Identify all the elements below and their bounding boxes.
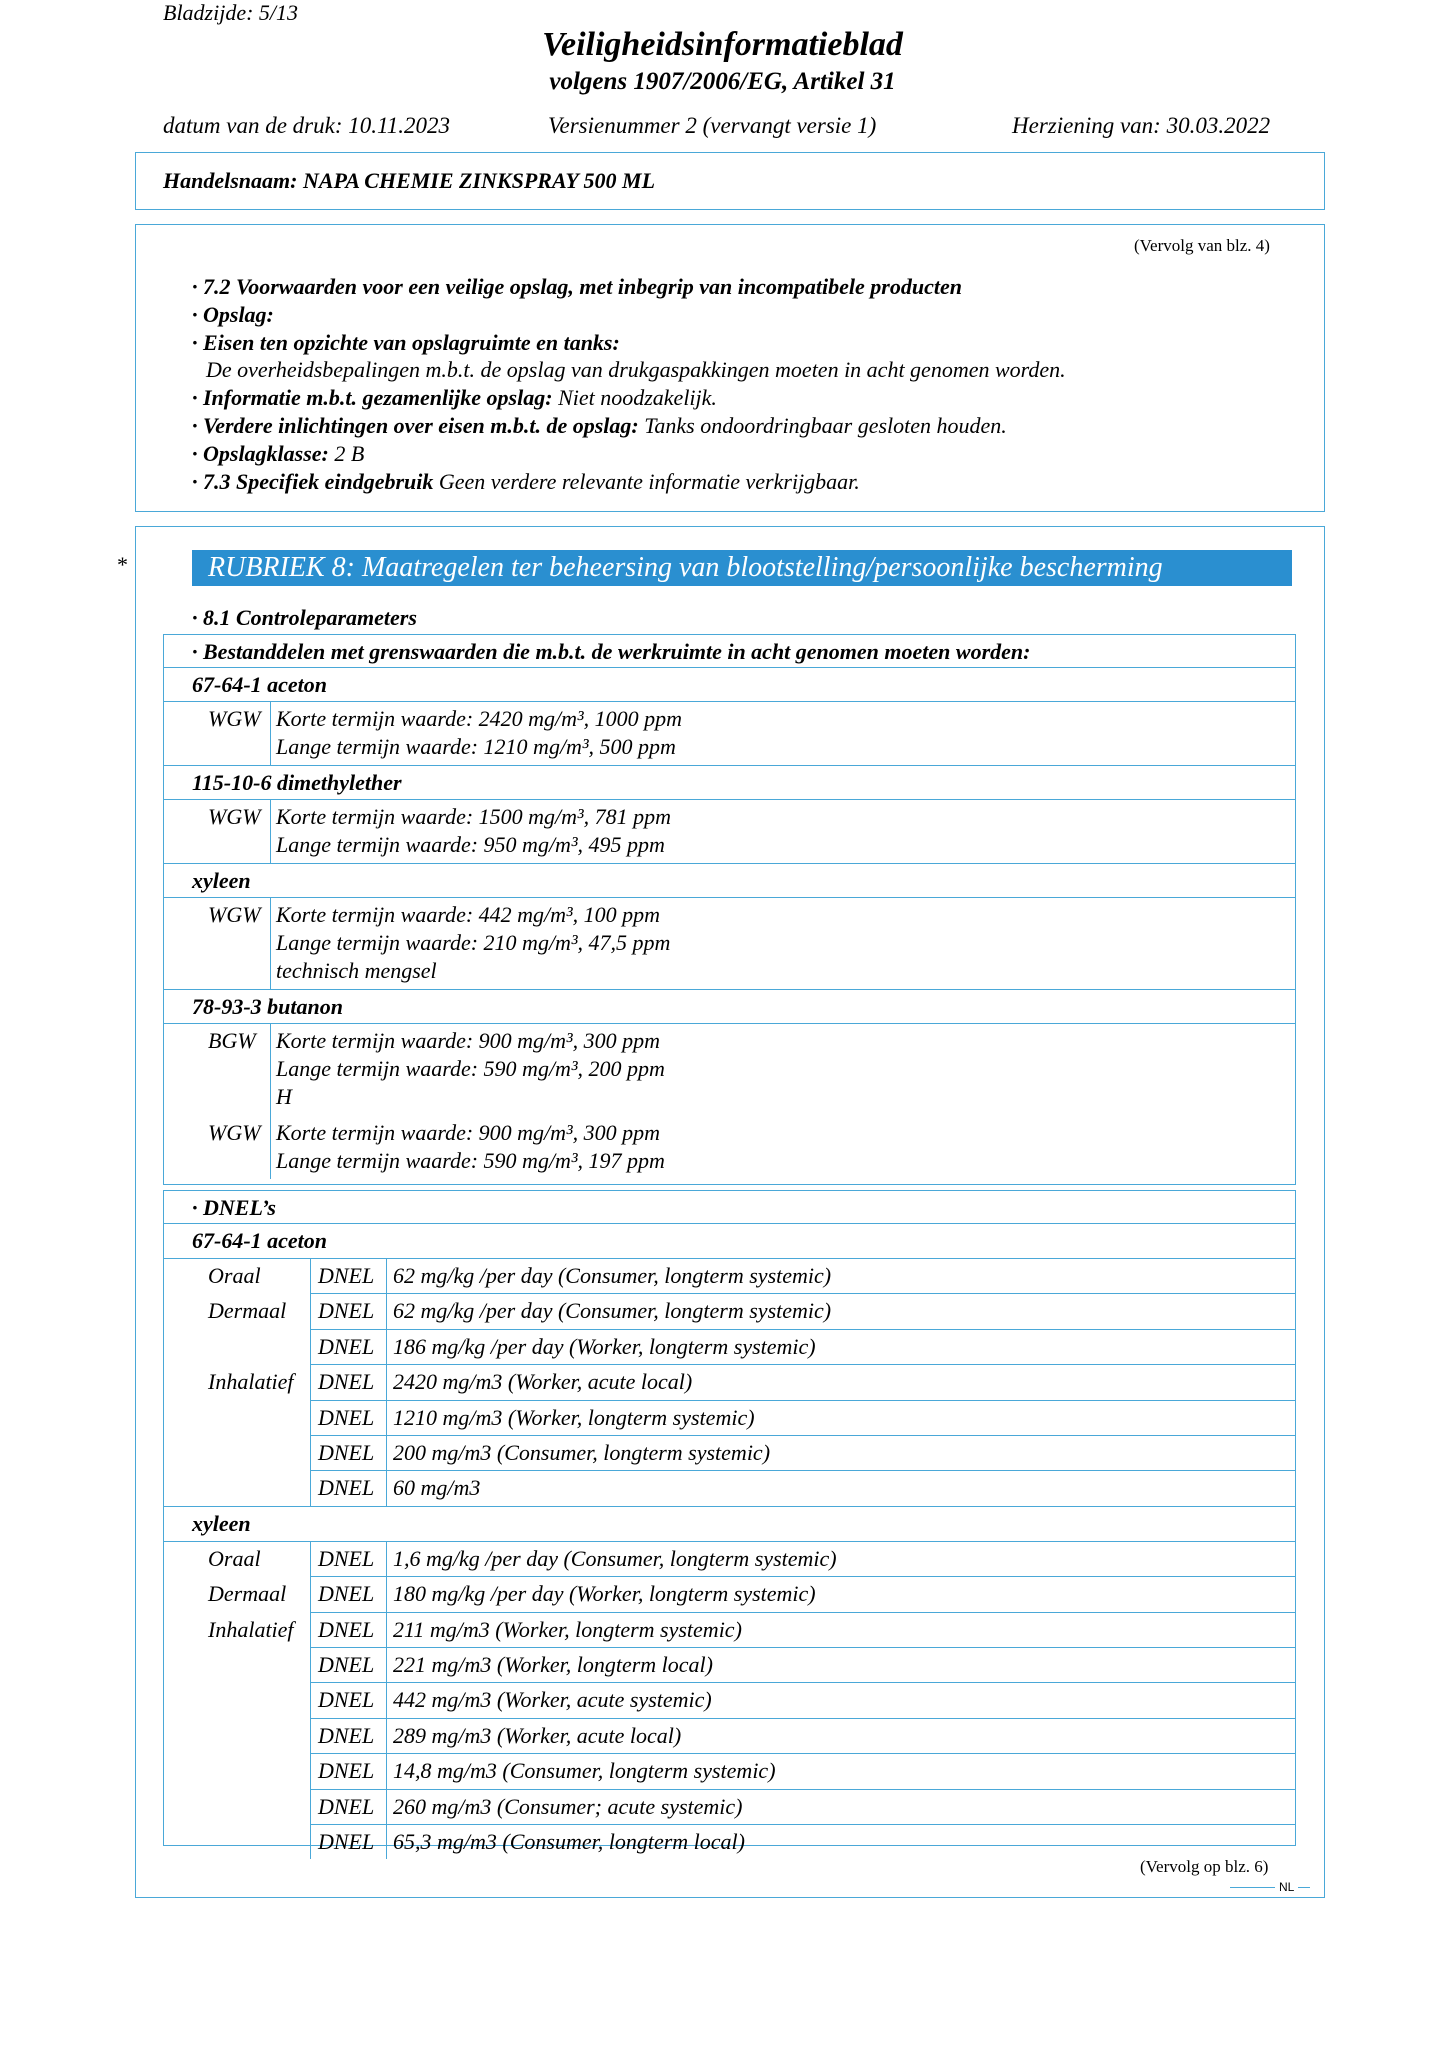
dnel-route: Inhalatief (208, 1616, 294, 1642)
dnel-value: 186 mg/kg /per day (Worker, longterm systemic) (393, 1333, 816, 1359)
info-text: Niet noodzakelijk. (552, 385, 717, 410)
type-divider (386, 1541, 387, 1860)
dnel-type: DNEL (318, 1369, 375, 1395)
eisen-text: De overheidsbepalingen m.b.t. de opslag van drukgaspakkingen moeten in acht genomen worden. (206, 357, 1066, 382)
limit-code: WGW (208, 1120, 261, 1145)
limit-code: BGW (208, 1028, 256, 1053)
dnel-value: 289 mg/m3 (Worker, acute local) (393, 1722, 682, 1748)
limit-value: H (276, 1084, 292, 1109)
dnel-type: DNEL (318, 1581, 375, 1607)
substance-rule (163, 765, 1296, 766)
dnel-type: DNEL (318, 1298, 375, 1324)
limit-value: technisch mengsel (276, 958, 437, 983)
dnel-substance-name: 67-64-1 aceton (192, 1228, 328, 1253)
entry-rule (163, 701, 1296, 702)
dnel-heading: · DNEL’s (192, 1195, 276, 1220)
dnel-row-rule (310, 1293, 1296, 1294)
dnel-type: DNEL (318, 1758, 375, 1784)
verdere-label: · Verdere inlichtingen over eisen m.b.t. de opslag: (192, 413, 639, 438)
dnel-group-rule (163, 1506, 1296, 1507)
dnel-row-rule (310, 1329, 1296, 1330)
dnel-value: 1210 mg/m3 (Worker, longterm systemic) (393, 1404, 755, 1430)
footer-rule-right (1298, 1887, 1310, 1888)
dnel-type: DNEL (318, 1687, 375, 1713)
code-divider (270, 799, 271, 863)
substance-rule (163, 667, 1296, 668)
entry-rule (163, 897, 1296, 898)
entry-rule (163, 1023, 1296, 1024)
limits-heading: · Bestanddelen met grenswaarden die m.b.t. de werkruimte in acht genomen moeten worden: (192, 639, 1031, 664)
dnel-value: 62 mg/kg /per day (Consumer, longterm systemic) (393, 1263, 832, 1288)
route-divider (310, 1541, 311, 1860)
dnel-group-rule (163, 1223, 1296, 1224)
limit-value: Korte termijn waarde: 1500 mg/m³, 781 ppm (276, 804, 672, 829)
footer-rule-left (1230, 1887, 1275, 1888)
dnel-route: Oraal (208, 1263, 261, 1288)
type-divider (386, 1258, 387, 1506)
substance-name: 67-64-1 aceton (192, 672, 328, 697)
dnel-substance-name: xyleen (192, 1510, 251, 1536)
code-divider (270, 897, 271, 989)
dnel-route: Inhalatief (208, 1369, 294, 1395)
dnel-type: DNEL (318, 1793, 375, 1819)
dnel-row-rule (310, 1647, 1296, 1648)
dnel-value: 2420 mg/m3 (Worker, acute local) (393, 1369, 693, 1395)
limit-value: Lange termijn waarde: 590 mg/m³, 200 ppm (276, 1056, 665, 1081)
page-number: Bladzijde: 5/13 (163, 0, 299, 25)
limit-code: WGW (208, 902, 261, 927)
limit-value: Lange termijn waarde: 1210 mg/m³, 500 ppm (276, 734, 676, 759)
dnel-type: DNEL (318, 1333, 375, 1359)
dnel-type: DNEL (318, 1475, 375, 1501)
dnel-value: 62 mg/kg /per day (Consumer, longterm systemic) (393, 1298, 832, 1324)
verdere-inlichtingen (192, 413, 1007, 439)
eisen-label: · Eisen ten opzichte van opslagruimte en tanks: (192, 330, 620, 355)
dnel-type: DNEL (318, 1652, 375, 1677)
substance-rule (163, 863, 1296, 864)
limit-value: Korte termijn waarde: 442 mg/m³, 100 ppm (276, 902, 661, 927)
document-subtitle: volgens 1907/2006/EG, Artikel 31 (549, 68, 896, 95)
dnel-type: DNEL (318, 1722, 375, 1748)
klasse-text: 2 B (328, 441, 365, 466)
limit-value: Korte termijn waarde: 900 mg/m³, 300 ppm (276, 1028, 661, 1053)
limit-code: WGW (208, 804, 261, 829)
dnel-value: 60 mg/m3 (393, 1475, 481, 1501)
limit-value: Lange termijn waarde: 210 mg/m³, 47,5 ppm (276, 930, 671, 955)
heading-7-3: · 7.3 Specifiek eindgebruik (192, 469, 434, 494)
specifiek-eindgebruik (192, 469, 860, 495)
section8-title-bar: RUBRIEK 8: Maatregelen ter beheersing van blootstelling/persoonlijke bescherming (192, 550, 1292, 586)
dnel-row-rule (310, 1682, 1296, 1683)
limit-value: Korte termijn waarde: 2420 mg/m³, 1000 ppm (276, 706, 683, 731)
dnel-type: DNEL (318, 1263, 375, 1288)
dnel-route: Dermaal (208, 1298, 287, 1324)
dnel-row-rule (310, 1718, 1296, 1719)
heading-8-1: · 8.1 Controleparameters (192, 605, 417, 630)
dnel-row-rule (310, 1400, 1296, 1401)
limit-value: Lange termijn waarde: 590 mg/m³, 197 ppm (276, 1148, 665, 1173)
substance-name: 115-10-6 dimethylether (192, 770, 402, 795)
dnel-value: 14,8 mg/m3 (Consumer, longterm systemic) (393, 1758, 776, 1784)
substance-name: xyleen (192, 868, 251, 893)
gezamenlijke-opslag (192, 385, 717, 411)
dnel-route: Dermaal (208, 1581, 287, 1607)
klasse-label: · Opslagklasse: (192, 441, 329, 466)
dnel-type: DNEL (318, 1440, 375, 1465)
dnel-type: DNEL (318, 1545, 375, 1571)
dnel-rule (163, 1258, 1296, 1259)
code-divider (270, 1023, 271, 1179)
info-label: · Informatie m.b.t. gezamenlijke opslag: (192, 385, 553, 410)
dnel-route: Oraal (208, 1545, 261, 1571)
route-divider (310, 1258, 311, 1506)
dnel-value: 65,3 mg/m3 (Consumer, longterm local) (393, 1829, 745, 1854)
dnel-row-rule (310, 1435, 1296, 1436)
opslag-label: · Opslag: (192, 302, 274, 327)
dnel-value: 1,6 mg/kg /per day (Consumer, longterm systemic) (393, 1545, 837, 1571)
limit-code: WGW (208, 706, 261, 731)
continued-from: (Vervolg van blz. 4) (1134, 236, 1270, 255)
dnel-value: 200 mg/m3 (Consumer, longterm systemic) (393, 1440, 771, 1465)
print-date: datum van de druk: 10.11.2023 (163, 113, 451, 138)
dnel-value: 221 mg/m3 (Worker, longterm local) (393, 1652, 713, 1677)
dnel-row-rule (310, 1612, 1296, 1613)
limit-value: Lange termijn waarde: 950 mg/m³, 495 ppm (276, 832, 665, 857)
trade-name: Handelsnaam: NAPA CHEMIE ZINKSPRAY 500 ML (163, 168, 656, 193)
language-code: NL (1279, 1880, 1295, 1894)
change-marker: * (117, 552, 128, 577)
dnel-type: DNEL (318, 1616, 375, 1642)
dnel-row-rule (310, 1789, 1296, 1790)
dnel-rule (163, 1541, 1296, 1542)
dnel-row-rule (310, 1364, 1296, 1365)
limit-value: Korte termijn waarde: 900 mg/m³, 300 ppm (276, 1120, 661, 1145)
dnel-type: DNEL (318, 1829, 375, 1854)
dnel-value: 180 mg/kg /per day (Worker, longterm systemic) (393, 1581, 816, 1607)
dnel-row-rule (310, 1576, 1296, 1577)
revision-date: Herziening van: 30.03.2022 (1012, 113, 1271, 138)
substance-rule (163, 989, 1296, 990)
opslagklasse (192, 441, 364, 467)
document-title: Veiligheidsinformatieblad (542, 26, 903, 63)
dnel-row-rule (310, 1470, 1296, 1471)
heading-7-2: · 7.2 Voorwaarden voor een veilige opslag, met inbegrip van incompatibele producten (192, 274, 962, 299)
continued-on: (Vervolg op blz. 6) (1140, 1857, 1269, 1876)
dnel-value: 211 mg/m3 (Worker, longterm systemic) (393, 1616, 742, 1642)
dnel-value: 260 mg/m3 (Consumer; acute systemic) (393, 1793, 743, 1819)
dnel-value: 442 mg/m3 (Worker, acute systemic) (393, 1687, 712, 1713)
substance-name: 78-93-3 butanon (192, 994, 343, 1019)
dnel-type: DNEL (318, 1404, 375, 1430)
verdere-text: Tanks ondoordringbaar gesloten houden. (638, 413, 1007, 438)
entry-rule (163, 799, 1296, 800)
heading-7-3-text: Geen verdere relevante informatie verkrijgbaar. (433, 469, 860, 494)
version-number: Versienummer 2 (vervangt versie 1) (548, 113, 877, 138)
code-divider (270, 701, 271, 765)
dnel-row-rule (310, 1824, 1296, 1825)
dnel-row-rule (310, 1753, 1296, 1754)
